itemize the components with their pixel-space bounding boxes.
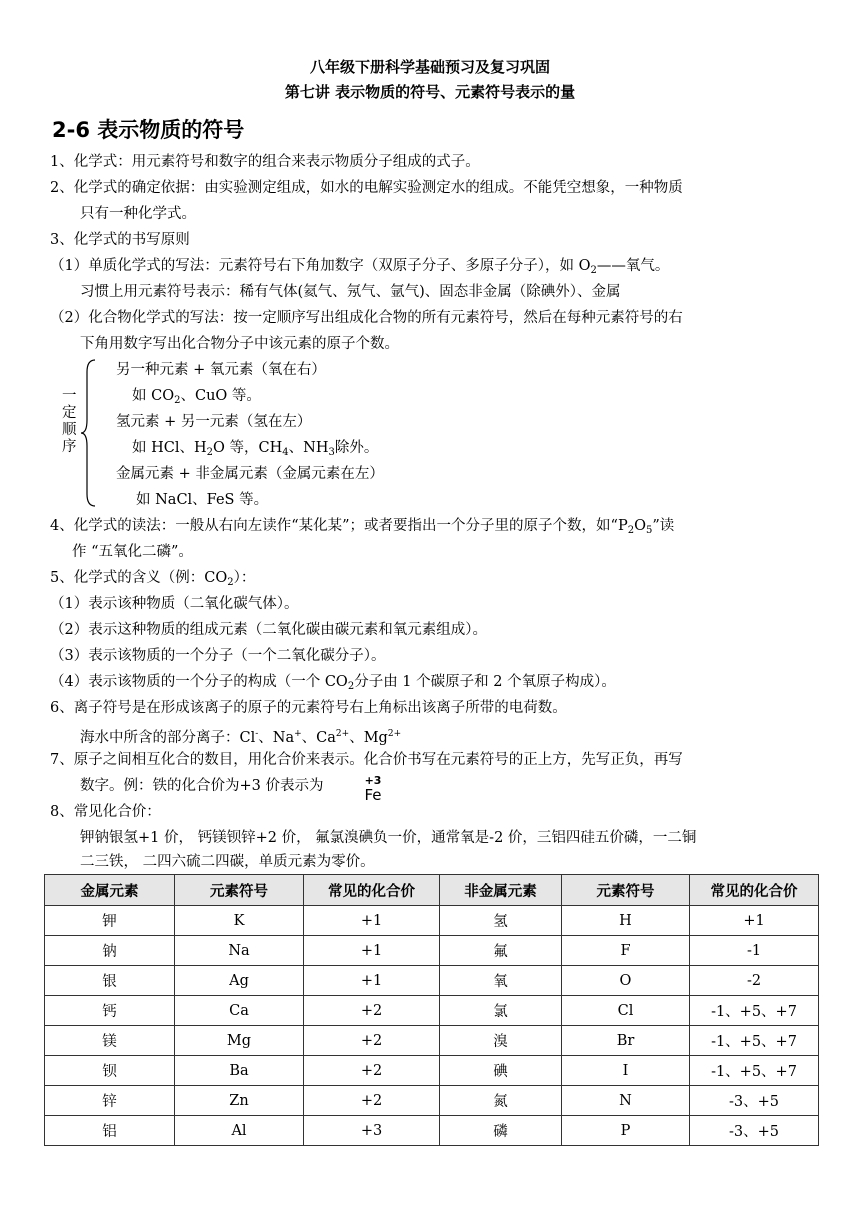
table-row: [45, 996, 819, 1026]
valence-rhyme-line-2: 二三铁， 二四六硫二四碳，单质元素为零价。: [80, 854, 375, 870]
point-8: 8、常见化合价：: [50, 804, 161, 820]
table-cell: O: [562, 966, 690, 996]
table-cell: 氟: [440, 936, 562, 966]
point-4-line-2: 作 “五氧化二磷”。: [72, 544, 193, 560]
header-symbol: 元素符号: [175, 875, 304, 906]
table-cell: 氯: [440, 996, 562, 1026]
table-cell: 氢: [440, 906, 562, 936]
ion-na: Na+: [272, 729, 302, 746]
meaning-1: （1）表示该种物质（二氧化碳气体）。: [50, 596, 299, 612]
table-cell: +2: [304, 1026, 440, 1056]
table-cell: -3、+5: [690, 1116, 819, 1146]
table-cell: I: [562, 1056, 690, 1086]
table-cell: Mg: [175, 1026, 304, 1056]
table-cell: 钙: [45, 996, 175, 1026]
ions-line: 海水中所含的部分离子：Cl-、Na+、$Ca^{2+}$、$Mg^{2+}$: [80, 729, 402, 746]
table-cell: 钾: [45, 906, 175, 936]
rule-1: （1）单质化学式的写法：元素符号右下角加数字（双原子分子、多原子分子），如 $O_2——$氧气。: [50, 258, 670, 276]
point-6: 6、离子符号是在形成该离子的原子的元素符号右上角标出该离子所带的电荷数。: [50, 700, 567, 716]
table-cell: Br: [562, 1026, 690, 1056]
table-cell: Ba: [175, 1056, 304, 1086]
table-cell: 镁: [45, 1026, 175, 1056]
lecture-title: 第七讲 表示物质的符号、元素符号表示的量: [284, 83, 576, 101]
table-row: [45, 1026, 819, 1056]
table-header-row: [45, 875, 819, 906]
ion-cl: Cl-: [239, 729, 259, 746]
ion-mg: $Mg^{2+}$: [363, 729, 402, 746]
table-cell: 溴: [440, 1026, 562, 1056]
rule-2-line-1: （2）化合物化学式的写法：按一定顺序写出组成化合物的所有元素符号，然后在每种元素符号的右: [50, 310, 683, 326]
header-metal: 金属元素: [45, 875, 175, 906]
point-2-line-1: 2、化学式的确定依据：由实验测定组成，如水的电解实验测定水的组成。不能凭空想象，一种物质: [50, 180, 683, 196]
rule-2-line-2: 下角用数字写出化合物分子中该元素的原子个数。: [80, 336, 399, 352]
table-cell: 磷: [440, 1116, 562, 1146]
valence-table: [44, 874, 819, 1146]
table-cell: 碘: [440, 1056, 562, 1086]
table-cell: +1: [304, 906, 440, 936]
table-cell: N: [562, 1086, 690, 1116]
table-row: [45, 936, 819, 966]
meaning-4: （4）表示该物质的一个分子的构成（一个 $CO_2$分子由 1 个碳原子和 2 个氧原子构成）。: [50, 674, 616, 692]
table-cell: +2: [304, 996, 440, 1026]
table-cell: +3: [304, 1116, 440, 1146]
header-nonmetal: 非金属元素: [440, 875, 562, 906]
header-valence: 常见的化合价: [304, 875, 440, 906]
valence-example: +3 Fe: [364, 774, 382, 804]
point-7-line-2: 数字。例：铁的化合价为+3 价表示为: [80, 778, 324, 794]
table-cell: Ag: [175, 966, 304, 996]
table-cell: 钠: [45, 936, 175, 966]
order-rule-3: 金属元素 + 非金属元素（金属元素在左）: [116, 466, 384, 482]
order-rule-2: 氢元素 + 另一元素（氢在左）: [116, 414, 312, 430]
order-example-3: 如 NaCl、FeS 等。: [136, 492, 269, 508]
point-5: 5、化学式的含义（例：$CO_2$）：: [50, 570, 256, 588]
order-label: 一 定 顺 序: [62, 388, 77, 455]
header-valence: 常见的化合价: [690, 875, 819, 906]
table-cell: -1: [690, 936, 819, 966]
table-cell: K: [175, 906, 304, 936]
table-cell: -3、+5: [690, 1086, 819, 1116]
table-cell: 氧: [440, 966, 562, 996]
meaning-2: （2）表示这种物质的组成元素（二氧化碳由碳元素和氧元素组成）。: [50, 622, 487, 638]
point-4-line-1: 4、化学式的读法：一般从右向左读作“某化某”；或者要指出一个分子里的原子个数，如“$P_2O_5$”读: [50, 518, 675, 536]
table-cell: +2: [304, 1086, 440, 1116]
section-heading: 2-6 表示物质的符号: [52, 118, 245, 142]
table-cell: Al: [175, 1116, 304, 1146]
table-cell: 银: [45, 966, 175, 996]
table-cell: -2: [690, 966, 819, 996]
table-cell: -1、+5、+7: [690, 1026, 819, 1056]
point-3: 3、化学式的书写原则: [50, 232, 190, 248]
table-cell: F: [562, 936, 690, 966]
order-example-2: 如 HCl、$H_2O$ 等，$CH_4$、$NH_3$除外。: [132, 440, 379, 458]
table-cell: 铝: [45, 1116, 175, 1146]
table-cell: 钡: [45, 1056, 175, 1086]
table-cell: +2: [304, 1056, 440, 1086]
table-row: [45, 906, 819, 936]
table-row: [45, 966, 819, 996]
table-row: [45, 1056, 819, 1086]
table-cell: 锌: [45, 1086, 175, 1116]
table-cell: -1、+5、+7: [690, 996, 819, 1026]
table-cell: Na: [175, 936, 304, 966]
point-2-line-2: 只有一种化学式。: [80, 206, 196, 222]
curly-brace-icon: [80, 358, 98, 508]
order-rule-1: 另一种元素 + 氧元素（氧在右）: [116, 362, 326, 378]
table-cell: +1: [690, 906, 819, 936]
point-1: 1、化学式：用元素符号和数字的组合来表示物质分子组成的式子。: [50, 154, 480, 170]
order-example-1: 如 $CO_2$、CuO 等。: [132, 388, 261, 406]
document-title: 八年级下册科学基础预习及复习巩固: [309, 58, 550, 76]
table-row: [45, 1116, 819, 1146]
table-cell: +1: [304, 936, 440, 966]
table-cell: Ca: [175, 996, 304, 1026]
valence-rhyme-line-1: 钾钠银氢+1 价， 钙镁钡锌+2 价， 氟氯溴碘负一价，通常氧是-2 价，三铝四硅五价磷，一二铜: [80, 830, 697, 846]
table-cell: +1: [304, 966, 440, 996]
table-cell: H: [562, 906, 690, 936]
rule-1-note: 习惯上用元素符号表示：稀有气体(氦气、氖气、氩气)、固态非金属（除碘外）、金属: [80, 284, 621, 300]
meaning-3: （3）表示该物质的一个分子（一个二氧化碳分子）。: [50, 648, 386, 664]
table-cell: 氮: [440, 1086, 562, 1116]
table-row: [45, 1086, 819, 1116]
header-symbol: 元素符号: [562, 875, 690, 906]
table-cell: P: [562, 1116, 690, 1146]
table-cell: Zn: [175, 1086, 304, 1116]
ion-ca: $Ca^{2+}$: [316, 729, 350, 746]
table-cell: -1、+5、+7: [690, 1056, 819, 1086]
point-7-line-1: 7、原子之间相互化合的数目，用化合价来表示。化合价书写在元素符号的正上方，先写正负，再写: [50, 752, 683, 768]
table-cell: Cl: [562, 996, 690, 1026]
